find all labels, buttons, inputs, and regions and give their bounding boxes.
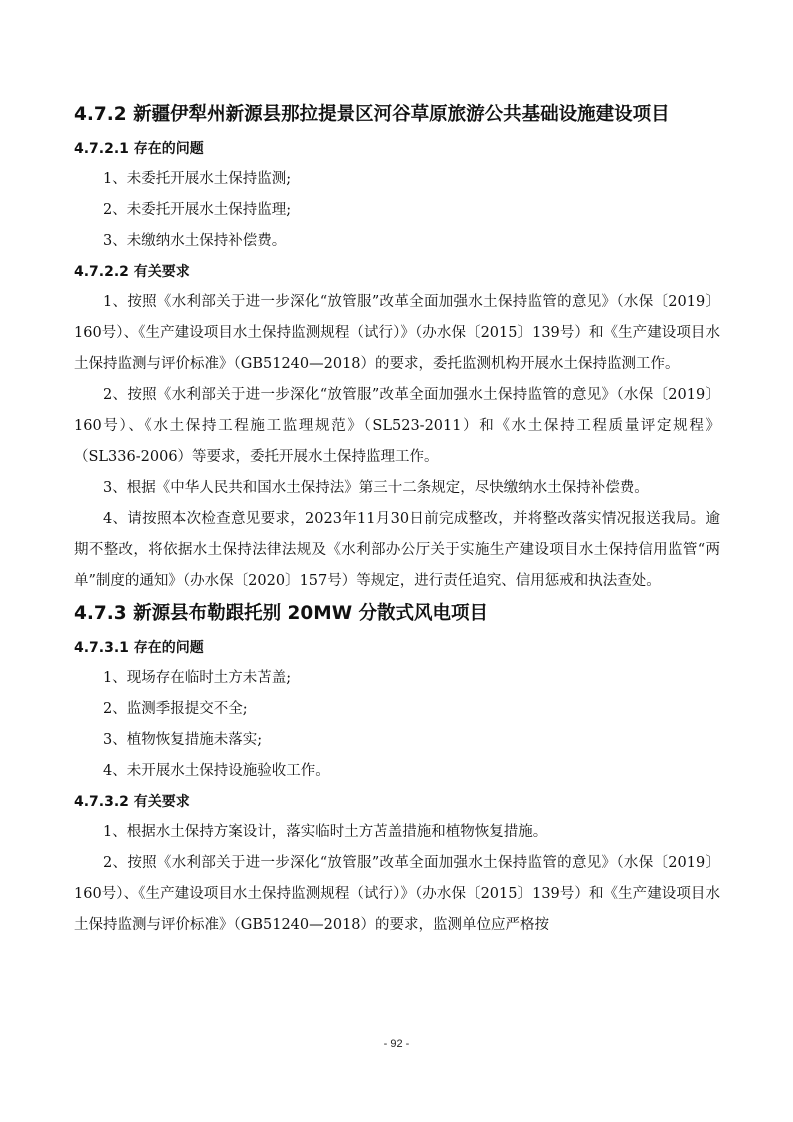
subheading-requirements-4-7-3-2: 4.7.3.2 有关要求 xyxy=(74,794,190,810)
problem-item: 3、植物恢复措施未落实; xyxy=(103,732,263,748)
problem-item: 1、现场存在临时土方未苫盖; xyxy=(103,670,292,686)
requirement-item: 4、请按照本次检查意见要求，2023年11月30日前完成整改，并将整改落实情况报送我局。逾期不整改，将依据水土保持法律法规及《水利部办公厅关于实施生产建设项目水土保持信用监管“两单”制度的通知》（办水保〔2020〕157号）等规定，进行责任追究、信用惩戒和执法查处。 xyxy=(74,511,720,589)
requirement-item: 3、根据《中华人民共和国水土保持法》第三十二条规定，尽快缴纳水土保持补偿费。 xyxy=(103,480,649,496)
requirement-item: 2、按照《水利部关于进一步深化“放管服”改革全面加强水土保持监管的意见》（水保〔2019〕160号）、《生产建设项目水土保持监测规程（试行）》（办水保〔2015〕139号）和《生产建设项目水土保持监测与评价标准》（GB51240—2018）的要求，监测单位应严格按 xyxy=(74,855,720,933)
requirement-item: 1、按照《水利部关于进一步深化“放管服”改革全面加强水土保持监管的意见》（水保〔2019〕160号）、《生产建设项目水土保持监测规程（试行）》（办水保〔2015〕139号）和《生产建设项目水土保持监测与评价标准》（GB51240—2018）的要求，委托监测机构开展水土保持监测工作。 xyxy=(74,294,720,372)
problem-item: 3、未缴纳水土保持补偿费。 xyxy=(103,233,287,249)
subheading-requirements-4-7-2-2: 4.7.2.2 有关要求 xyxy=(74,264,190,280)
subheading-problems-4-7-3-1: 4.7.3.1 存在的问题 xyxy=(74,640,204,656)
subheading-problems-4-7-2-1: 4.7.2.1 存在的问题 xyxy=(74,141,204,157)
requirement-item: 2、按照《水利部关于进一步深化“放管服”改革全面加强水土保持监管的意见》（水保〔2019〕160号）、《水土保持工程施工监理规范》（SL523-2011）和《水土保持工程质量评定规程》（SL336-2006）等要求，委托开展水土保持监理工作。 xyxy=(74,387,720,465)
section-heading-4-7-3: 4.7.3 新源县布勒跟托别 20MW 分散式风电项目 xyxy=(74,603,489,624)
page-number: - 92 - xyxy=(383,1038,410,1050)
problem-item: 2、未委托开展水土保持监理; xyxy=(103,202,292,218)
problem-item: 1、未委托开展水土保持监测; xyxy=(103,171,292,187)
section-heading-4-7-2: 4.7.2 新疆伊犁州新源县那拉提景区河谷草原旅游公共基础设施建设项目 xyxy=(74,104,670,125)
document-body xyxy=(74,98,720,941)
problem-item: 4、未开展水土保持设施验收工作。 xyxy=(103,763,330,779)
requirement-item: 1、根据水土保持方案设计，落实临时土方苫盖措施和植物恢复措施。 xyxy=(103,824,548,840)
problem-item: 2、监测季报提交不全; xyxy=(103,701,248,717)
